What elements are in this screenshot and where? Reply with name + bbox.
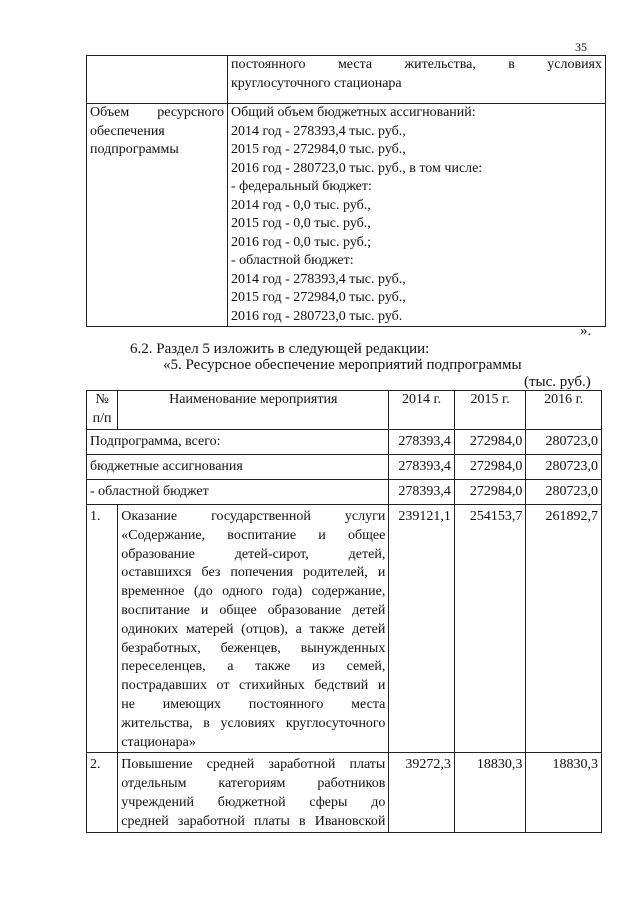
row-name [118, 505, 389, 753]
resource-table [86, 390, 602, 833]
text-line: 2016 год - 280723,0 тыс. руб. [231, 308, 403, 324]
row-number: 1. [87, 505, 118, 753]
value-2015: 272984,0 [454, 480, 526, 505]
name-line: средней заработной платы в Ивановской [121, 813, 386, 829]
name-line: образование детей-сирот, детей, [121, 546, 386, 562]
value-2014: 278393,4 [389, 455, 455, 480]
header-name: Наименование мероприятия [118, 391, 389, 430]
name-line: Повышение средней заработной платы [121, 757, 386, 773]
header-2015: 2015 г. [454, 391, 526, 430]
name-line: «Содержание, воспитание и общее [121, 527, 386, 543]
value-2016: 280723,0 [526, 430, 602, 455]
value-2016: 18830,3 [526, 753, 602, 832]
name-line: одиноких матерей (отцов), а также детей [121, 621, 386, 637]
row-label: Подпрограмма, всего: [87, 430, 389, 455]
text-line: 2015 год - 272984,0 тыс. руб., [231, 142, 406, 157]
name-line: учреждений бюджетной сферы до [121, 794, 386, 810]
value-2015: 18830,3 [454, 753, 526, 832]
passport-table [86, 55, 606, 327]
text-line: 2014 год - 278393,4 тыс. руб., [231, 123, 406, 139]
empty-label-cell [87, 56, 228, 104]
text-line: - областной бюджет: [231, 253, 354, 268]
name-line: пострадавших от стихийных бедствий и [121, 678, 386, 694]
name-line: безработных, беженцев, вынужденных [121, 640, 386, 656]
name-line: оставшихся без попечения родителей, и [121, 565, 386, 581]
table-row [87, 753, 602, 832]
header-2016: 2016 г. [526, 391, 602, 430]
row-label: - областной бюджет [87, 480, 389, 505]
section-heading: «5. Ресурсное обеспечение мероприятий подпрограммы [163, 357, 522, 373]
text-line: - федеральный бюджет: [231, 179, 372, 194]
table-row [87, 430, 602, 455]
row-label: бюджетные ассигнования [87, 455, 389, 480]
text-line: 2014 год - 0,0 тыс. руб., [231, 197, 371, 213]
table-header-row [87, 391, 602, 430]
value-2014: 278393,4 [389, 430, 455, 455]
value-2014: 278393,4 [389, 480, 455, 505]
value-2016: 280723,0 [526, 480, 602, 505]
table-row [87, 104, 606, 327]
value-2015: 272984,0 [454, 455, 526, 480]
text-line: Общий объем бюджетных ассигнований: [231, 105, 476, 120]
text-line: Объем ресурсного [90, 105, 224, 120]
name-line: Оказание государственной услуги [121, 509, 386, 524]
text-line: 2015 год - 0,0 тыс. руб., [231, 216, 371, 231]
table-row [87, 480, 602, 505]
table-row [87, 505, 602, 753]
name-line: жительства, в условиях круглосуточного [121, 715, 386, 731]
value-2016: 261892,7 [526, 505, 602, 753]
text-line: 2014 год - 278393,4 тыс. руб., [231, 271, 406, 287]
table-row [87, 455, 602, 480]
resource-label-cell [87, 104, 228, 327]
text-line: 2016 год - 0,0 тыс. руб.; [231, 234, 372, 250]
name-line: не имеющих постоянного места [121, 696, 386, 712]
header-2014: 2014 г. [389, 391, 455, 430]
header-num-line: п/п [92, 410, 112, 426]
value-2014: 239121,1 [389, 505, 455, 753]
text-line: круглосуточного стационара [231, 75, 402, 91]
row-name [118, 753, 389, 832]
row-number: 2. [87, 753, 118, 832]
text-line: 2015 год - 272984,0 тыс. руб., [231, 290, 406, 305]
name-line: воспитание и общее образование детей [121, 602, 386, 618]
text-line: постоянного места жительства, в условиях [231, 57, 602, 72]
value-2014: 39272,3 [389, 753, 455, 832]
page-number: 35 [575, 40, 587, 54]
section-instruction: 6.2. Раздел 5 изложить в следующей редакции: [130, 341, 430, 357]
name-line: стационара» [121, 734, 196, 750]
unit-note: (тыс. руб.) [524, 374, 591, 390]
value-2015: 254153,7 [454, 505, 526, 753]
name-line: временное (до одного года) содержание, [121, 584, 386, 600]
value-2015: 272984,0 [454, 430, 526, 455]
name-line: переселенцев, а также из семей, [121, 659, 386, 675]
continuation-cell [228, 56, 606, 104]
resource-value-cell [228, 104, 606, 327]
text-line: обеспечения [90, 123, 165, 139]
header-num [87, 391, 118, 430]
closing-quote: ». [580, 323, 592, 339]
text-line: подпрограммы [90, 142, 179, 157]
header-num-line: № [95, 392, 109, 407]
table-row [87, 56, 606, 104]
value-2016: 280723,0 [526, 455, 602, 480]
name-line: отдельным категориям работников [121, 776, 386, 792]
text-line: 2016 год - 280723,0 тыс. руб., в том числе: [231, 160, 483, 176]
